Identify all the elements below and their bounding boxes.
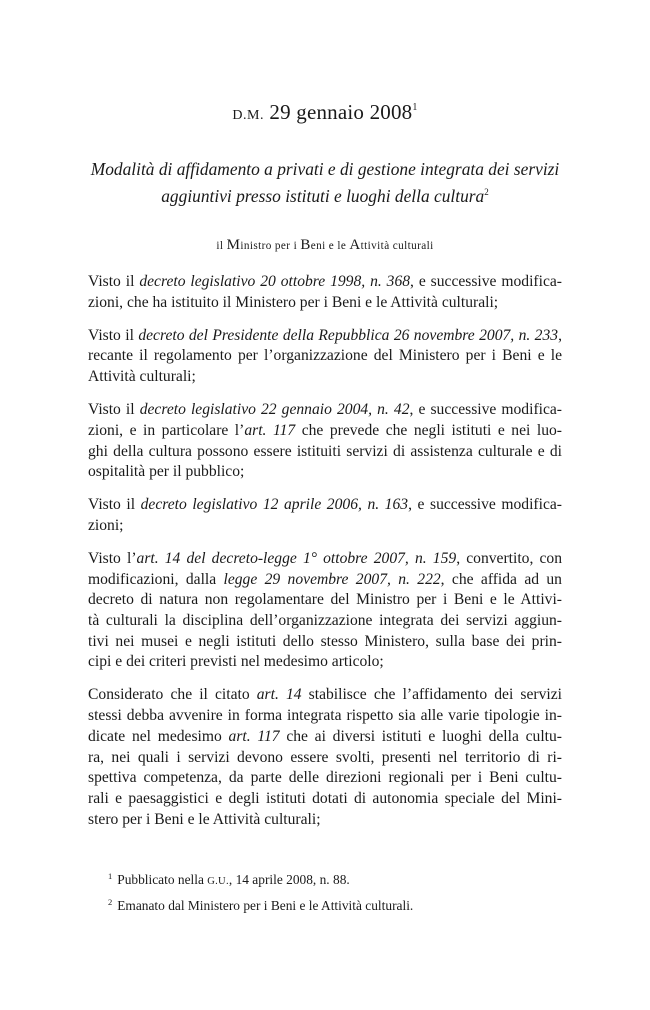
text-run: ghi della cultura possono essere istituiti servizi di assistenza culturale e di — [88, 442, 562, 460]
text-line — [88, 549, 562, 570]
text-line — [88, 326, 562, 347]
text-run: , e successive modifica- — [410, 273, 562, 290]
footnote-abbrev: G.U. — [207, 876, 229, 887]
text-line — [88, 570, 562, 591]
text-run: , e successive modifica- — [409, 401, 563, 419]
text-line — [88, 685, 562, 706]
text-run: cipi e dei criteri previsti nel medesimo articolo; — [88, 653, 384, 671]
text-line — [88, 346, 562, 367]
text-run: stero per i Beni e le Attività culturali; — [88, 810, 321, 828]
footnote-text: Pubblicato nella — [117, 872, 208, 887]
text-run: Visto il — [88, 496, 141, 514]
title-prefix: D.M. — [232, 108, 264, 123]
text-line — [88, 367, 562, 388]
recital-paragraph — [88, 495, 562, 536]
text-run: ospitalità per il pubblico; — [88, 463, 245, 481]
minister-heading — [0, 237, 650, 254]
footnotes — [108, 866, 562, 916]
text-run: decreto di natura non regolamentare del Ministro per i Beni e le Attivi- — [88, 591, 562, 609]
decree-title — [0, 100, 650, 125]
recital-paragraph — [88, 272, 562, 313]
minister-part: ttività culturali — [360, 240, 434, 252]
text-run: modificazioni, dalla — [88, 570, 224, 588]
text-run: Considerato che il citato — [88, 686, 257, 704]
text-run: recante il regolamento per l’organizzazione del Ministero per i Beni e le — [88, 347, 562, 365]
text-run: Attività culturali; — [88, 368, 196, 386]
text-run: stabilisce che l’affidamento dei servizi — [301, 686, 562, 704]
text-run: tà culturali la disciplina dell’organizzazione integrata dei servizi aggiun- — [88, 612, 562, 630]
subtitle-line: aggiuntivi presso istituti e luoghi della cultura — [161, 186, 485, 206]
footnote-number: 1 — [108, 871, 113, 881]
text-line — [88, 789, 562, 810]
title-footnote-ref[interactable]: 1 — [412, 102, 418, 113]
text-run: , — [558, 326, 562, 344]
text-run: ra, nei quali i servizi devono essere svolti, presenti nel territorio di ri- — [88, 748, 562, 766]
legal-reference: art. 14 del decreto-legge 1° ottobre 2007, n. 159 — [136, 549, 457, 567]
text-run: che ai diversi istituti e luoghi della cultu- — [279, 727, 562, 745]
text-line — [88, 632, 562, 653]
text-line — [88, 516, 562, 537]
legal-reference: art. 117 — [228, 727, 280, 745]
text-run: Visto il — [88, 401, 140, 419]
minister-part: inistro per i — [240, 240, 301, 252]
legal-reference: art. 117 — [244, 421, 296, 439]
text-line — [88, 810, 562, 831]
text-line — [88, 495, 562, 516]
legal-reference: legge 29 novembre 2007, n. 222 — [223, 570, 441, 588]
text-run: dicate nel medesimo — [88, 727, 229, 745]
text-run: che prevede che negli istituti e nei luo- — [295, 421, 562, 439]
legal-reference: decreto legislativo 22 gennaio 2004, n. 42 — [139, 401, 410, 419]
text-run: Visto il — [88, 273, 140, 290]
text-line — [88, 421, 562, 442]
legal-reference: decreto legislativo 20 ottobre 1998, n. 368 — [139, 273, 411, 290]
text-line — [88, 272, 562, 293]
text-line — [88, 611, 562, 632]
footnote — [108, 892, 562, 916]
legal-reference: art. 14 — [256, 686, 302, 704]
text-run: zioni, che ha istituito il Ministero per i Beni e le Attività culturali; — [88, 293, 499, 311]
text-line — [88, 727, 562, 748]
recital-paragraph — [88, 326, 562, 388]
recital-paragraph — [88, 400, 562, 483]
text-line — [88, 442, 562, 463]
text-run: , convertito, con — [456, 549, 562, 567]
text-line — [88, 293, 562, 314]
minister-part: il — [216, 240, 227, 252]
footnote — [108, 866, 562, 892]
footnote-number: 2 — [108, 897, 113, 907]
text-line — [88, 706, 562, 727]
title-date: 29 gennaio 2008 — [269, 100, 413, 124]
text-line — [88, 400, 562, 421]
decree-subtitle — [88, 158, 562, 208]
text-run: zioni, e in particolare l’ — [88, 421, 245, 439]
text-run: zioni; — [88, 516, 124, 534]
minister-part: eni e le — [310, 240, 350, 252]
legal-reference: decreto del Presidente della Repubblica 26 novembre 2007, n. 233 — [138, 326, 559, 344]
recital-paragraph — [88, 685, 562, 830]
minister-part: B — [300, 237, 311, 253]
footnote-text: , 14 aprile 2008, n. 88. — [228, 872, 350, 887]
text-run: , che affida ad un — [440, 570, 562, 588]
text-line — [88, 590, 562, 611]
text-run: tivi nei musei e negli istituti dello stesso Ministero, sulla base dei prin- — [88, 632, 562, 650]
recital-paragraph — [88, 549, 562, 673]
text-line — [88, 462, 562, 483]
subtitle-footnote-ref[interactable]: 2 — [484, 187, 489, 197]
text-line — [88, 748, 562, 769]
minister-part: M — [226, 237, 241, 253]
decree-body — [88, 272, 562, 830]
text-run: spettiva competenza, da parte delle direzioni regionali per i Beni cultu- — [88, 769, 562, 787]
text-run: Visto il — [88, 326, 139, 344]
legal-reference: decreto legislativo 12 aprile 2006, n. 163 — [140, 496, 409, 514]
minister-part: A — [349, 237, 361, 253]
footnote-text: Emanato dal Ministero per i Beni e le Attività culturali. — [117, 898, 414, 913]
text-run: Visto l’ — [88, 549, 137, 567]
text-line — [88, 768, 562, 789]
text-run: , e successive modifica- — [408, 496, 562, 514]
text-run: stessi debba avvenire in forma integrata rispetto sia alle varie tipologie in- — [88, 707, 562, 725]
text-run: rali e paesaggistici e degli istituti dotati di autonomia speciale del Mini- — [88, 789, 562, 807]
subtitle-line: Modalità di affidamento a privati e di gestione integrata dei servizi — [90, 159, 560, 179]
text-line — [88, 652, 562, 673]
